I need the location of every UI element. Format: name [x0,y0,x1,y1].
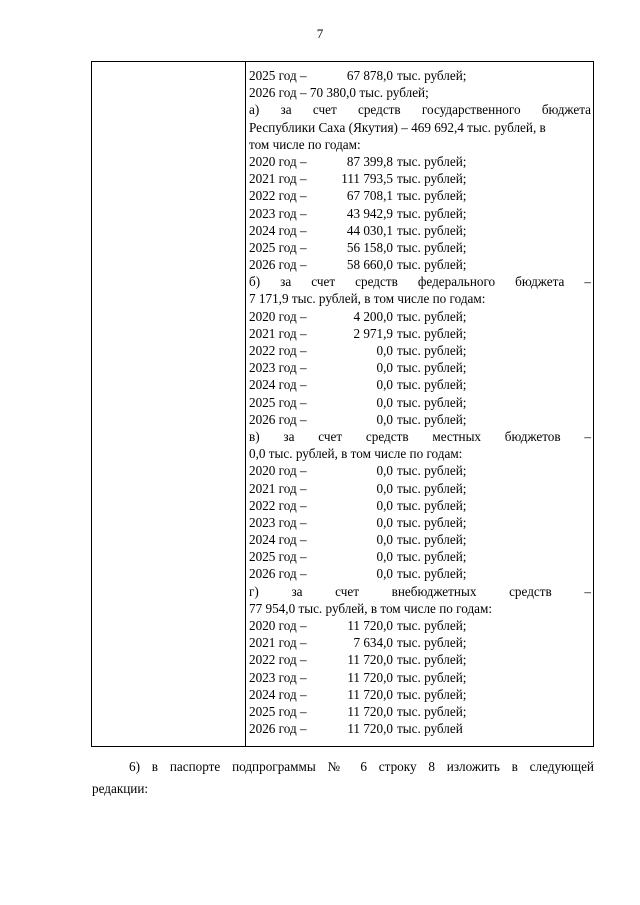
unit-label: тыс. рублей; [397,566,467,582]
financing-line [249,565,591,582]
year-label: 2026 год – [249,721,307,737]
amount-value: 11 720,0 [347,669,393,685]
financing-line [249,703,591,720]
unit-label: тыс. рублей; [397,239,467,255]
amount-value: 0,0 [376,532,393,548]
paragraph-line-2: редакции: [92,781,149,796]
financing-line [249,531,591,548]
financing-line: 0,0 тыс. рублей, в том числе по годам: [249,446,463,462]
amount-value: 44 030,1 [346,222,393,238]
unit-label: тыс. рублей; [397,635,467,651]
unit-label: тыс. рублей; [397,377,467,393]
year-label: 2025 год – [249,239,307,255]
financing-line: а) за счет средств государственного бюджета [249,102,591,118]
amount-value: 0,0 [376,514,393,530]
unit-label: тыс. рублей; [397,360,467,376]
year-label: 2023 год – [249,360,307,376]
amount-value: 111 793,5 [341,171,393,187]
year-label: 2021 год – [249,171,307,187]
amount-value: 67 878,0 [346,68,393,83]
unit-label: тыс. рублей; [397,343,467,358]
amount-value: 0,0 [376,480,393,496]
year-label: 2025 год – [249,549,307,565]
amount-value: 2 971,9 [353,325,393,341]
financing-line: Республики Саха (Якутия) – 469 692,4 тыс. рублей, в [249,119,546,135]
unit-label: тыс. рублей; [397,188,467,204]
financing-line [249,325,591,342]
unit-label: тыс. рублей; [397,669,467,685]
financing-line [249,686,591,703]
unit-label: тыс. рублей; [397,394,467,410]
amount-value: 67 708,1 [346,188,393,204]
unit-label: тыс. рублей; [397,308,467,324]
amount-value: 4 200,0 [353,308,393,324]
unit-label: тыс. рублей; [397,686,467,702]
amount-value: 87 399,8 [346,153,393,169]
financing-line [249,617,591,634]
financing-line [249,411,591,428]
unit-label: тыс. рублей [397,721,463,737]
amount-value: 0,0 [376,377,393,393]
year-label: 2024 год – [249,377,307,393]
financing-line [249,376,591,393]
unit-label: тыс. рублей; [397,411,467,427]
year-label: 2023 год – [249,205,307,221]
year-label: 2022 год – [249,497,307,513]
financing-line [249,462,591,479]
financing-line: том числе по годам: [249,136,361,152]
amount-value: 0,0 [376,463,393,479]
financing-line [249,153,591,170]
financing-line: б) за счет средств федерального бюджета – [249,274,591,290]
financing-line [249,187,591,204]
unit-label: тыс. рублей; [397,222,467,238]
amount-value: 0,0 [376,360,393,376]
unit-label: тыс. рублей; [397,497,467,513]
amount-value: 43 942,9 [346,205,393,221]
unit-label: тыс. рублей; [397,532,467,548]
page-number: 7 [316,26,324,41]
amount-value: 0,0 [376,343,393,358]
financing-line: 7 171,9 тыс. рублей, в том числе по годам: [249,291,486,307]
passport-table [91,61,594,747]
amount-value: 11 720,0 [347,703,393,719]
financing-line [249,651,591,668]
year-label: 2024 год – [249,686,307,702]
unit-label: тыс. рублей; [397,618,467,633]
financing-line [249,720,591,737]
financing-line [249,548,591,565]
financing-line [249,170,591,187]
financing-cell [249,67,591,737]
paragraph-line-1: 6) в паспорте подпрограммы № 6 строку 8 изложить в следующей [129,759,594,774]
year-label: 2021 год – [249,635,307,651]
financing-line: 77 954,0 тыс. рублей, в том числе по годам: [249,600,493,616]
financing-line [249,256,591,273]
amount-value: 0,0 [376,566,393,582]
financing-line [249,239,591,256]
amount-value: 11 720,0 [347,618,393,633]
year-label: 2023 год – [249,669,307,685]
financing-line [249,222,591,239]
year-label: 2026 год – [249,411,307,427]
financing-line [249,342,591,359]
unit-label: тыс. рублей; [397,325,467,341]
financing-line [249,67,591,84]
amount-value: 58 660,0 [346,257,393,273]
financing-line [249,205,591,222]
amount-value: 0,0 [376,411,393,427]
financing-line [249,514,591,531]
year-label: 2022 год – [249,343,307,358]
year-label: 2026 год – [249,566,307,582]
year-label: 2024 год – [249,222,307,238]
unit-label: тыс. рублей; [397,68,467,83]
financing-line [249,634,591,651]
year-label: 2025 год – [249,394,307,410]
unit-label: тыс. рублей; [397,549,467,565]
financing-line [249,359,591,376]
year-label: 2026 год – [249,257,307,273]
unit-label: тыс. рублей; [397,257,467,273]
unit-label: тыс. рублей; [397,703,467,719]
amount-value: 0,0 [376,549,393,565]
unit-label: тыс. рублей; [397,171,467,187]
amount-value: 11 720,0 [347,686,393,702]
instruction-paragraph [92,756,594,800]
year-label: 2022 год – [249,188,307,204]
unit-label: тыс. рублей; [397,463,467,479]
unit-label: тыс. рублей; [397,205,467,221]
amount-value: 0,0 [376,497,393,513]
amount-value: 56 158,0 [346,239,393,255]
year-label: 2021 год – [249,480,307,496]
year-label: 2021 год – [249,325,307,341]
financing-line: в) за счет средств местных бюджетов – [249,428,591,444]
amount-value: 11 720,0 [347,652,393,668]
column-divider [245,62,246,746]
financing-line [249,480,591,497]
financing-line: 2026 год – 70 380,0 тыс. рублей; [249,85,429,101]
year-label: 2020 год – [249,618,307,633]
year-label: 2020 год – [249,308,307,324]
financing-line [249,669,591,686]
year-label: 2023 год – [249,514,307,530]
unit-label: тыс. рублей; [397,153,467,169]
amount-value: 11 720,0 [347,721,393,737]
amount-value: 7 634,0 [353,635,393,651]
financing-line [249,394,591,411]
year-label: 2025 год – [249,703,307,719]
unit-label: тыс. рублей; [397,480,467,496]
year-label: 2025 год – [249,68,307,83]
year-label: 2022 год – [249,652,307,668]
year-label: 2020 год – [249,463,307,479]
year-label: 2020 год – [249,153,307,169]
year-label: 2024 год – [249,532,307,548]
unit-label: тыс. рублей; [397,652,467,668]
financing-line [249,497,591,514]
financing-line [249,308,591,325]
amount-value: 0,0 [376,394,393,410]
unit-label: тыс. рублей; [397,514,467,530]
financing-line: г) за счет внебюджетных средств – [249,583,591,599]
